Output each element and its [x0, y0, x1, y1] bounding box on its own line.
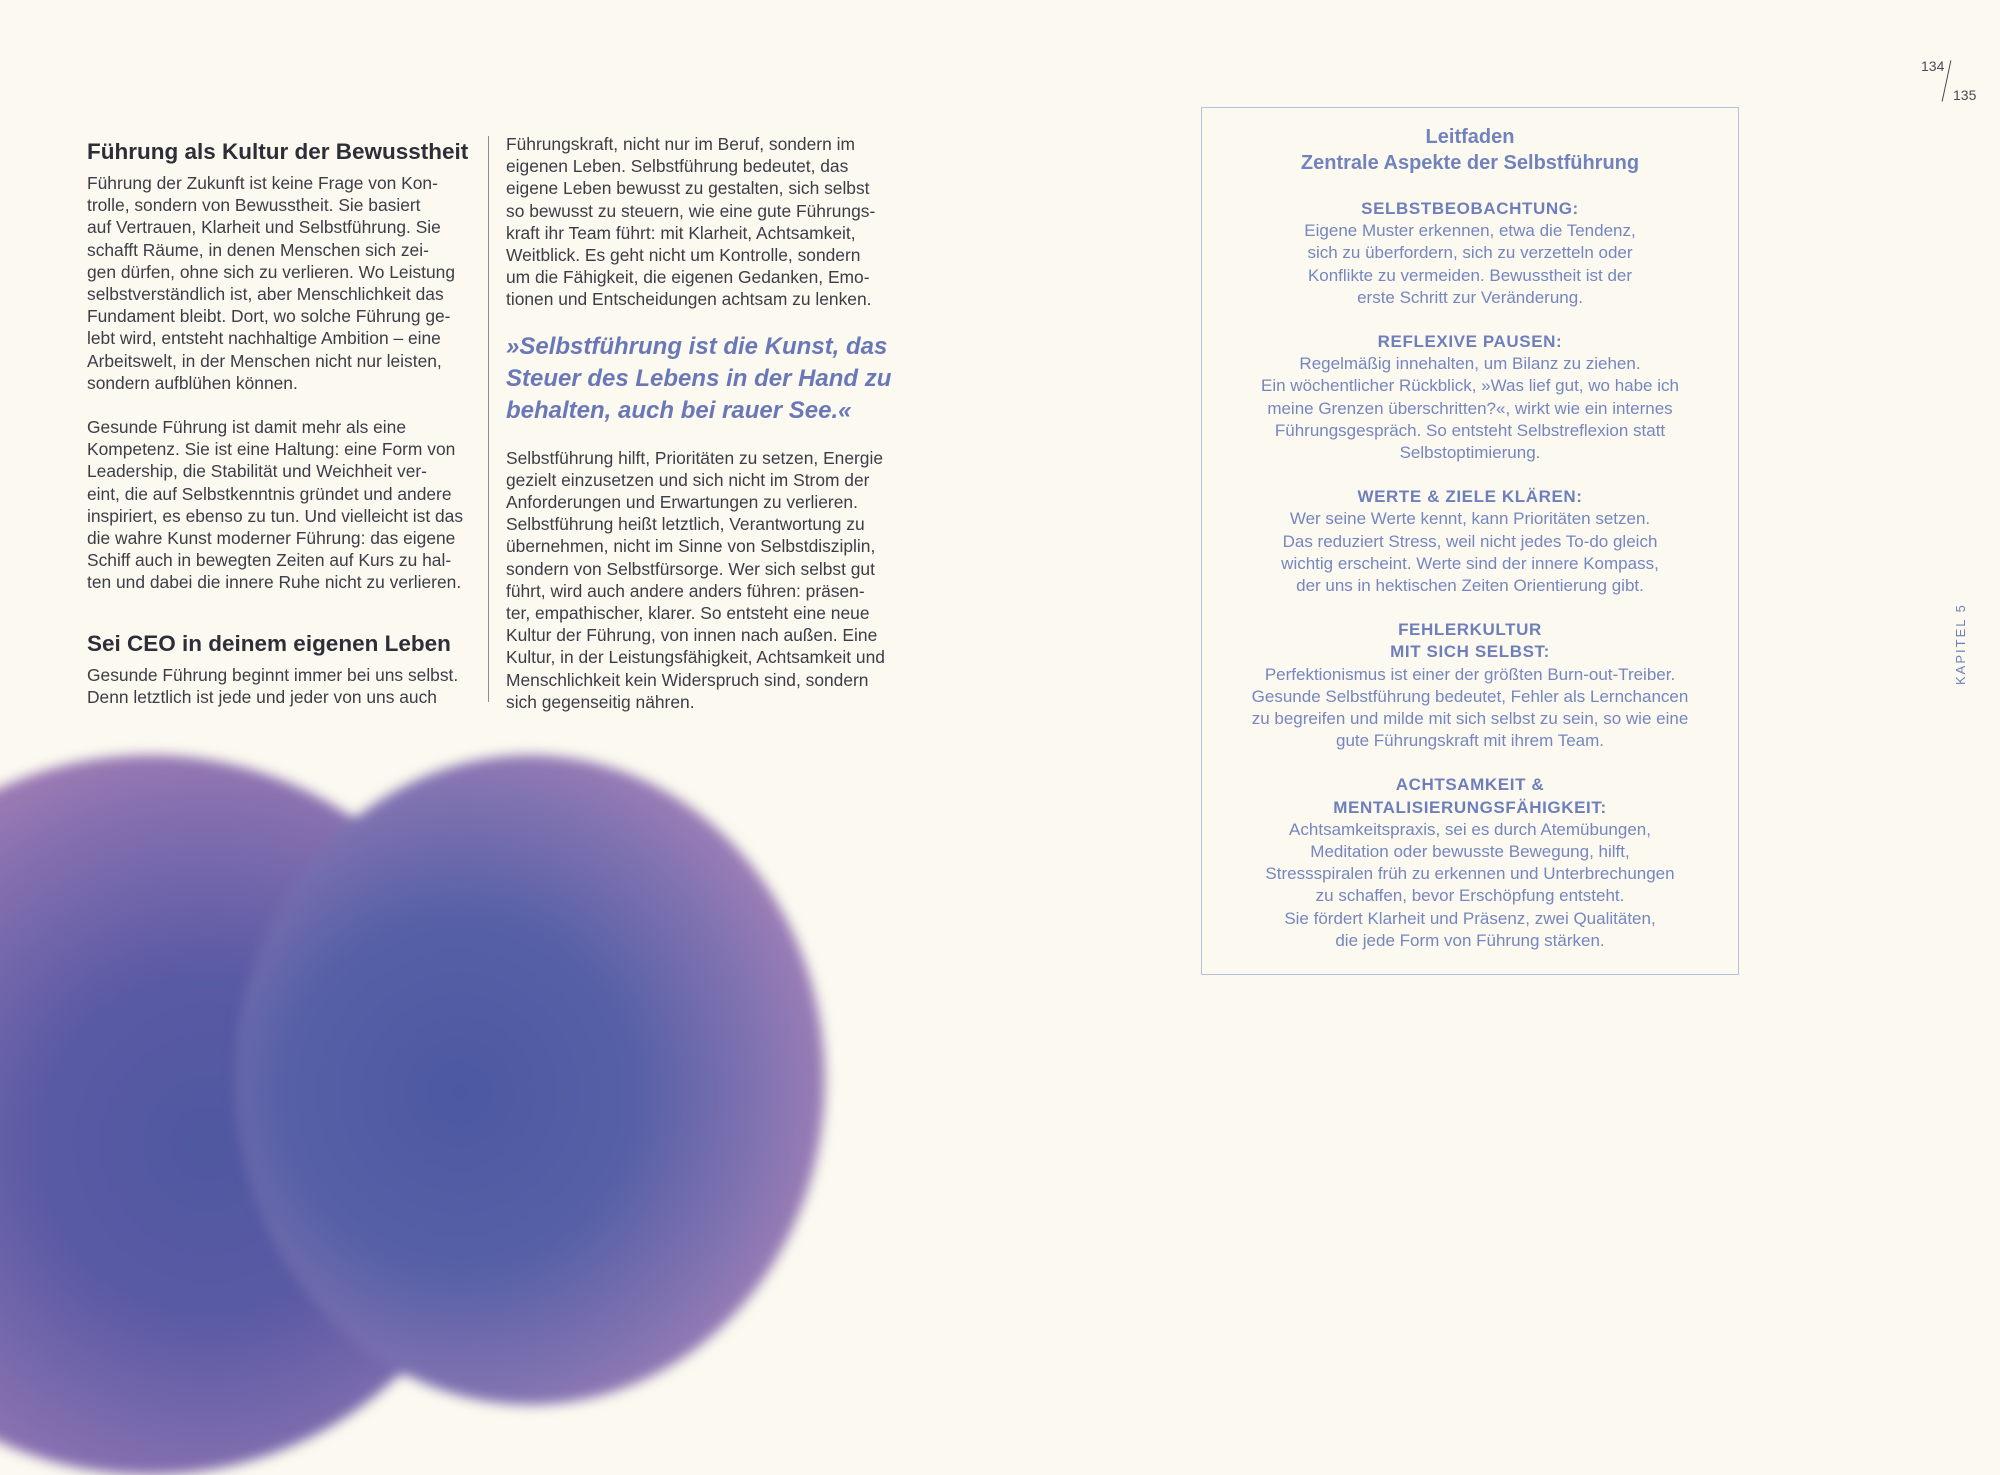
paragraph-culture: Führung der Zukunft ist keine Frage von Kon- trolle, sondern von Bewusstheit. Sie basiert auf Vertrauen, Klarheit und Selbstführung. Sie schafft Räume, in denen Menschen sich zei- gen dürfen, ohne sich zu verlieren. Wo Leistung selbstverständlich ist, aber Menschlichkeit das Fundament bleibt. Dort, wo solche Führung ge- lebt wird, entsteht nachhaltige Ambition – eine Arbeitswelt, in der Menschen nicht nur leisten, sondern aufblühen können. [87, 173, 456, 393]
section-heading-culture: Führung als Kultur der Bewusstheit [87, 139, 469, 164]
paragraph-self-leadership: Führungskraft, nicht nur im Beruf, sondern im eigenen Leben. Selbstführung bedeutet, das eigene Leben bewusst zu gestalten, sich selbst so bewusst zu steuern, wie eine gute Führungs- kraft ihr Team führt: mit Klarheit, Achtsamkeit, Weitblick. Es geht nicht um Kontrolle, sondern um die Fähigkeit, die eigenen Gedanken, Emo- tionen und Entscheidungen achtsam zu lenken. [506, 134, 876, 310]
paragraph-priorities: Selbstführung hilft, Prioritäten zu setzen, Energie gezielt einzusetzen und sich nicht im Strom der Anforderungen und Erwartungen zu verlieren. Selbstführung heißt letztlich, Verantwortung zu übernehmen, nicht im Sinne von Selbstdisziplin, sondern von Selbstfürsorge. Wer sich selbst gut führt, wird auch andere anders führen: präsen- ter, empathischer, klarer. So entsteht eine neue Kultur der Führung, von innen nach außen. Eine Kultur, in der Leistungsfähigkeit, Achtsamkeit und Menschlichkeit kein Widerspruch sind, sondern sich gegenseitig nähren. [506, 447, 885, 712]
guide-section [1202, 619, 1738, 752]
decorative-gradient-blob-left [0, 755, 510, 1475]
guide-section-heading: REFLEXIVE PAUSEN: [1377, 332, 1563, 352]
guide-box [1201, 107, 1739, 975]
guide-section-body: Regelmäßig innehalten, um Bilanz zu ziehen. Ein wöchentlicher Rückblick, »Was lief gut, wo habe ich meine Grenzen überschritten?«, wirkt wie ein internes Führungsgespräch. So entsteht Selbstreflexion statt Selbstoptimierung. [1261, 354, 1679, 463]
section-heading-ceo: Sei CEO in deinem eigenen Leben [87, 630, 451, 656]
guide-title-line1: Leitfaden [1425, 126, 1515, 148]
guide-title-line2: Zentrale Aspekte der Selbstführung [1300, 152, 1640, 174]
paragraph-ceo: Gesunde Führung beginnt immer bei uns selbst. Denn letztlich ist jede und jeder von uns auch [87, 664, 459, 707]
page-number-left: 134 [1921, 58, 1945, 74]
guide-section-body: Eigene Muster erkennen, etwa die Tendenz, sich zu überfordern, sich zu verzetteln oder Konflikte zu vermeiden. Bewusstheit ist der erste Schritt zur Veränderung. [1304, 221, 1636, 307]
decorative-gradient-blob-right [235, 755, 825, 1405]
guide-section-heading: ACHTSAMKEIT & MENTALISIERUNGSFÄHIGKEIT: [1333, 775, 1607, 817]
guide-section-heading: WERTE & ZIELE KLÄREN: [1357, 487, 1583, 507]
guide-section-body: Perfektionismus ist einer der größten Burn-out-Treiber. Gesunde Selbstführung bedeutet, Fehler als Lernchancen zu begreifen und milde mit sich selbst zu sein, so wie eine gute Führungskraft mit ihrem Team. [1251, 664, 1689, 751]
guide-title [1202, 124, 1738, 176]
guide-section-body: Wer seine Werte kennt, kann Prioritäten setzen. Das reduziert Stress, weil nicht jedes To-do gleich wichtig erscheint. Werte sind der innere Kompass, der uns in hektischen Zeiten Orientierung gibt. [1281, 509, 1659, 596]
text-column-2 [506, 133, 906, 713]
chapter-label: KAPITEL 5 [1953, 603, 1968, 685]
page-number-right: 135 [1953, 87, 1977, 103]
guide-section [1202, 774, 1738, 952]
guide-section-body: Achtsamkeitspraxis, sei es durch Atemübungen, Meditation oder bewusste Bewegung, hilft, Stressspiralen früh zu erkennen und Unterbrechungen zu schaffen, bevor Erschöpfung entsteht. Sie fördert Klarheit und Präsenz, zwei Qualitäten, die jede Form von Führung stärken. [1265, 819, 1675, 950]
guide-section [1202, 486, 1738, 597]
text-column-1 [87, 138, 477, 708]
paragraph-healthy-leadership: Gesunde Führung ist damit mehr als eine Kompetenz. Sie ist eine Haltung: eine Form von Leadership, die Stabilität und Weichheit ver- eint, die auf Selbstkenntnis gründet und andere inspiriert, es ebenso zu tun. Und vielleicht ist das die wahre Kunst moderner Führung: das eigene Schiff auch in bewegten Zeiten auf Kurs zu hal- ten und dabei die innere Ruhe nicht zu verlieren. [87, 417, 464, 593]
pull-quote: »Selbstführung ist die Kunst, das Steuer des Lebens in der Hand zu behalten, auch bei rauer See.« [506, 332, 892, 424]
guide-section [1202, 331, 1738, 464]
guide-section-heading: SELBSTBEOBACHTUNG: [1361, 199, 1579, 218]
guide-section-heading: FEHLERKULTUR MIT SICH SELBST: [1390, 620, 1550, 662]
column-divider [488, 136, 489, 702]
guide-section [1202, 198, 1738, 309]
